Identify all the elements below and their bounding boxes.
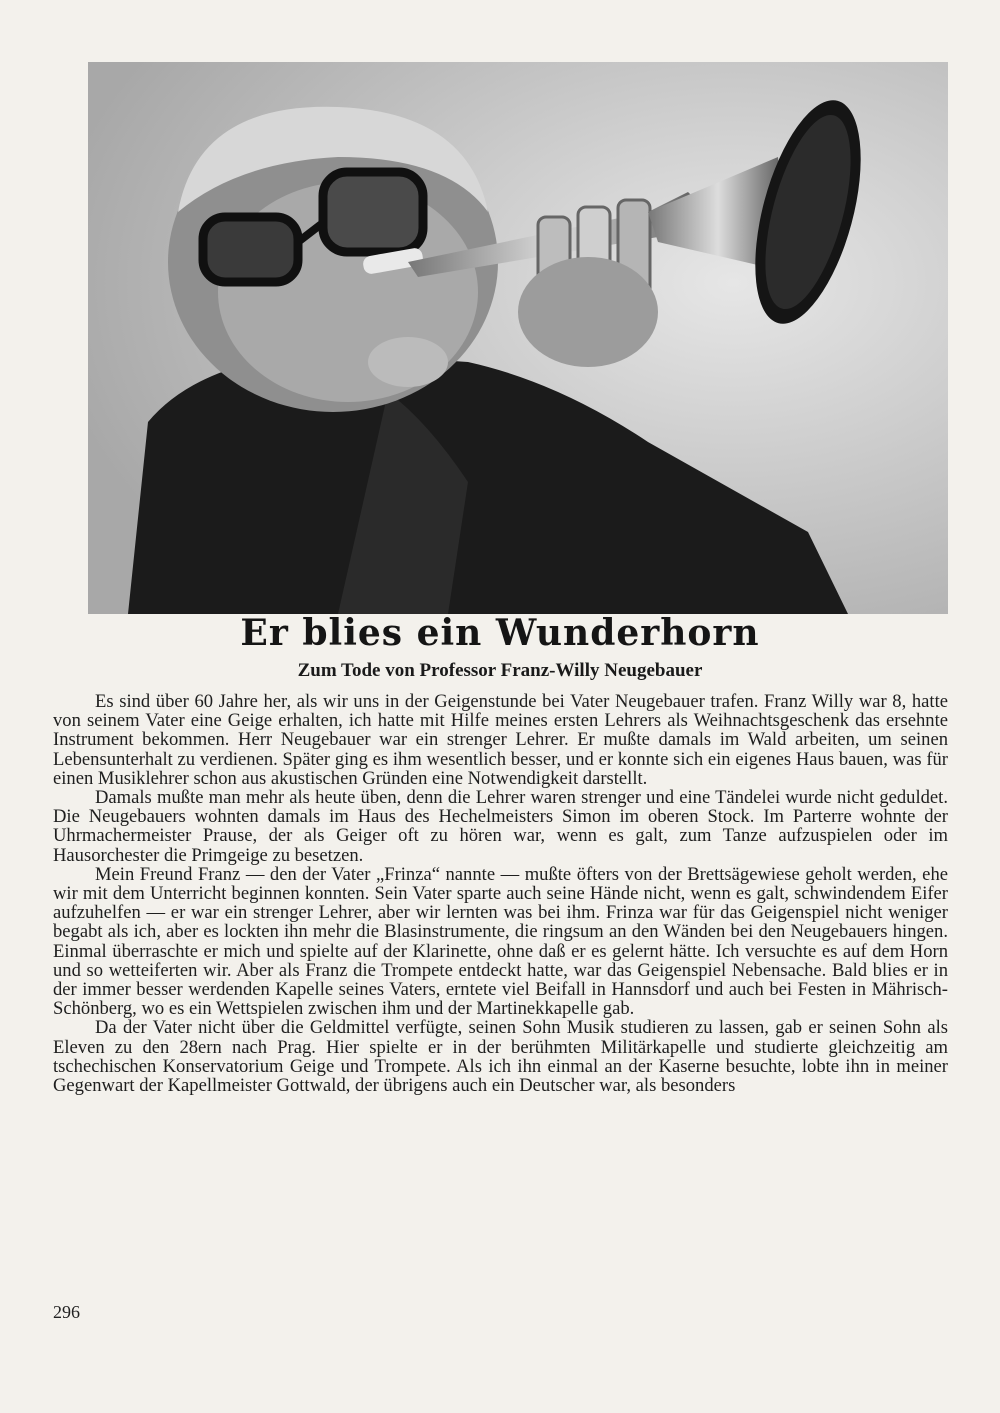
paragraph-2: Damals mußte man mehr als heute üben, denn die Lehrer waren strenger und eine Tändelei wurde nicht geduldet. Die Neugebauers wohnten damals im Haus des Hechelmeisters Simon im oberen Stock. Im Parterre wohnte der Uhrmachermeister Prause, der als Geiger oft zu hören war, wenn es galt, zum Tanze aufzuspielen oder im Hausorchester die Primgeige zu besetzen. bbox=[53, 787, 948, 866]
paragraph-1: Es sind über 60 Jahre her, als wir uns in der Geigenstunde bei Vater Neugebauer trafen. Franz Willy war 8, hatte von seinem Vater eine Geige erhalten, ich hatte mit Hilfe meines ersten Lehrers als Weihnachtsgeschenk das ersehnte Instrument bekommen. Herr Neugebauer war ein strenger Lehrer. Er mußte damals im Wald arbeiten, um seinen Lebensunterhalt zu verdienen. Später ging es ihm wesentlich besser, und er konnte sich ein eigenes Haus bauen, was für einen Musiklehrer schon aus akustischen Gründen eine Notwendigkeit darstellt. bbox=[53, 691, 948, 789]
paragraph-3: Mein Freund Franz — den der Vater „Frinza“ nannte — mußte öfters von der Brettsägewiese geholt werden, ehe wir mit dem Unterricht beginnen konnten. Sein Vater sparte auch seine Hände nicht, wenn es galt, schwindendem Eifer aufzuhelfen — er war ein strenger Lehrer, aber wir lernten was bei ihm. Frinza war für das Geigenspiel nicht weniger begabt als ich, aber es lockten ihn mehr die Blasinstrumente, die ringsum an den Wänden bei den Neugebauers hingen. Einmal überraschte er mich und spielte auf der Klarinette, ohne daß er es gelernt hätte. Ich versuchte es auf dem Horn und so wetteiferten wir. Aber als Franz die Trompete entdeckt hatte, war das Geigenspiel Nebensache. Bald blies er in der immer besser werdenden Kapelle seines Vaters, erntete viel Beifall in Hannsdorf und auch bei Festen in Mährisch-Schönberg, wo es ein Wettspielen zwischen ihm und der Martinekkapelle gab. bbox=[53, 863, 948, 1020]
trumpeter-photo bbox=[88, 62, 948, 614]
trumpeter-photo-icon bbox=[88, 62, 948, 614]
article-subtitle: Zum Tode von Professor Franz-Willy Neugebauer bbox=[297, 660, 703, 681]
article-body bbox=[53, 692, 948, 1095]
page-number: 296 bbox=[53, 1302, 80, 1322]
paragraph-4: Da der Vater nicht über die Geldmittel verfügte, seinen Sohn Musik studieren zu lassen, gab er seinen Sohn als Eleven zu den 28ern nach Prag. Hier spielte er in der berühmten Militärkapelle und studierte gleichzeitig am tschechischen Konservatorium Geige und Trompete. Als ich ihn einmal an der Kaserne besuchte, lobte ihn in meiner Gegenwart der Kapellmeister Gottwald, der übrigens auch ein Deutscher war, als besonders bbox=[53, 1017, 948, 1097]
article-title: Er blies ein Wunderhorn bbox=[240, 612, 760, 654]
